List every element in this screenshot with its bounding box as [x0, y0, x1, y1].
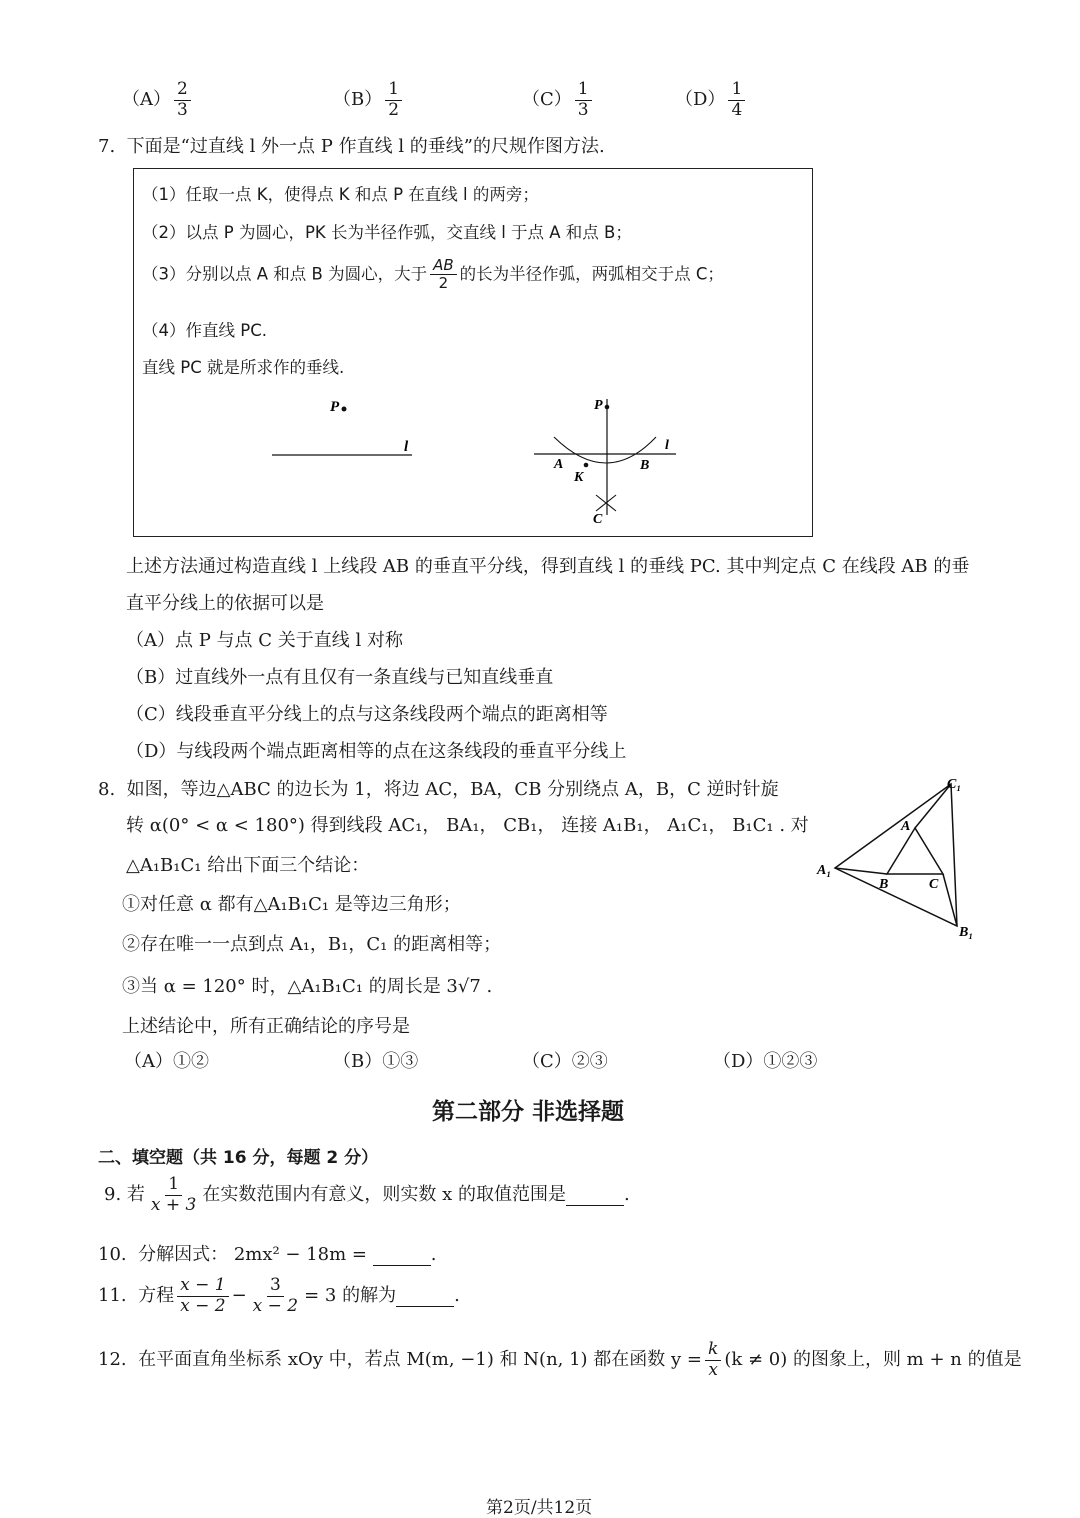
q7-stem: 7. 下面是“过直线 l 外一点 P 作直线 l 的垂线”的尺规作图方法.	[98, 136, 605, 157]
q7-step-1: （1）任取一点 K，使得点 K 和点 P 在直线 l 的两旁；	[142, 185, 539, 204]
triangle-abc	[887, 828, 943, 874]
q6-option-b: （B） $\frac{1}{2}$	[333, 80, 405, 120]
q8-ask: 上述结论中，所有正确结论的序号是	[122, 1016, 410, 1037]
q12: 12. 在平面直角坐标系 xOy 中，若点 M(m, −1) 和 N(n, 1) 都在函数 y = $\frac{k}{x}$ (k ≠ 0) 的图象上，则 m + n 的值是	[98, 1339, 1022, 1380]
label-a1: A₁	[817, 863, 832, 878]
label-a: A	[901, 819, 911, 834]
q7-construction-box	[133, 168, 813, 537]
point-k	[584, 463, 589, 468]
triangle-a1b1c1	[835, 784, 957, 926]
page-footer: 第2页/共12页	[486, 1498, 593, 1518]
q8-option-a: （A）①②	[124, 1051, 209, 1072]
q7-conclusion: 直线 PC 就是所求作的垂线.	[142, 358, 345, 377]
point-p	[605, 405, 610, 410]
q10-answer-blank[interactable]	[373, 1244, 431, 1266]
q8-line-1: 8. 如图，等边△ABC 的边长为 1，将边 AC，BA，CB 分别绕点 A，B，C 逆时针旋	[98, 779, 779, 800]
q7-step-2: （2）以点 P 为圆心，PK 长为半径作弧，交直线 l 于点 A 和点 B；	[142, 223, 632, 242]
q7-step-4: （4）作直线 PC.	[142, 321, 267, 340]
q6-option-c: （C） $\frac{1}{3}$	[522, 80, 595, 120]
q8-conclusion-3: ③当 α = 120° 时，△A₁B₁C₁ 的周长是 3√7 .	[122, 976, 493, 997]
q8-option-b: （B）①③	[333, 1051, 419, 1072]
q11-answer-blank[interactable]	[396, 1285, 454, 1307]
q7-option-a: （A）点 P 与点 C 关于直线 l 对称	[126, 630, 403, 651]
q8-figure	[815, 772, 985, 942]
q8-option-d: （D）①②③	[713, 1051, 818, 1072]
q9: 9. 若 $\frac{1}{x + 3}$ 在实数范围内有意义，则实数 x 的取值范围是 .	[104, 1174, 630, 1215]
q7-step-3: （3）分别以点 A 和点 B 为圆心，大于 $\frac{AB}{2}$ 的长为半径作弧，两弧相交于点 C；	[142, 256, 724, 293]
q7-explain-2: 直平分线上的依据可以是	[126, 593, 324, 614]
q8-line-3: △A₁B₁C₁ 给出下面三个结论：	[126, 855, 370, 876]
q7-option-d: （D）与线段两个端点距离相等的点在这条线段的垂直平分线上	[126, 741, 627, 762]
label-p: P	[330, 399, 340, 415]
q8-conclusion-1: ①对任意 α 都有△A₁B₁C₁ 是等边三角形；	[122, 894, 461, 915]
q8-line-2: 转 α(0° < α < 180°) 得到线段 AC₁， BA₁， CB₁， 连接 A₁B₁， A₁C₁， B₁C₁ . 对	[126, 815, 809, 836]
q10: 10. 分解因式： 2mx² − 18m = .	[98, 1244, 437, 1265]
point-p	[342, 407, 347, 412]
label-c: C	[593, 512, 603, 527]
q11: 11. 方程 $\frac{x - 1}{x - 2}$ − $\frac{3}{x - 2}$ = 3 的解为 .	[98, 1275, 460, 1316]
q7-explain-1: 上述方法通过构造直线 l 上线段 AB 的垂直平分线，得到直线 l 的垂线 PC. 其中判定点 C 在线段 AB 的垂	[126, 556, 970, 577]
q8-conclusion-2: ②存在唯一一点到点 A₁，B₁，C₁ 的距离相等；	[122, 934, 502, 955]
label-l: l	[404, 439, 409, 455]
label-b: B	[640, 458, 650, 473]
label-b1: B₁	[959, 925, 974, 940]
label-a: A	[554, 457, 564, 472]
q7-figure-right	[532, 389, 712, 529]
label-p: P	[594, 398, 603, 413]
q7-option-b: （B）过直线外一点有且仅有一条直线与已知直线垂直	[126, 667, 554, 688]
label-b: B	[879, 877, 889, 892]
q8-option-c: （C）②③	[522, 1051, 608, 1072]
q7-option-c: （C）线段垂直平分线上的点与这条线段两个端点的距离相等	[126, 704, 608, 725]
section-fill-blank-heading: 二、填空题（共 16 分，每题 2 分）	[98, 1148, 379, 1168]
q7-figure-left	[254, 389, 554, 509]
label-k: K	[574, 470, 584, 485]
q6-option-d: （D） $\frac{1}{4}$	[675, 80, 748, 120]
q6-option-a: （A） $\frac{2}{3}$	[122, 80, 194, 120]
q9-answer-blank[interactable]	[566, 1184, 624, 1206]
label-c1: C₁	[947, 777, 962, 792]
label-l: l	[665, 438, 669, 453]
label-c: C	[929, 877, 939, 892]
part-two-title: 第二部分 非选择题	[432, 1099, 625, 1125]
